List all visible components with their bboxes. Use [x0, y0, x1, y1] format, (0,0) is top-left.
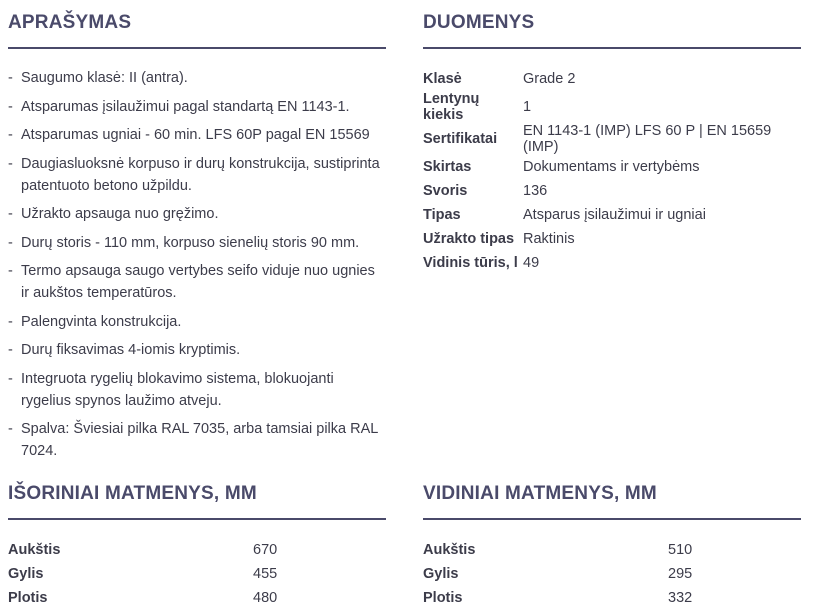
- description-item: - Palengvinta konstrukcija.: [8, 313, 182, 330]
- outer-dimensions-heading: IŠORINIAI MATMENYS, MM: [8, 483, 257, 504]
- specs-divider: [423, 47, 801, 49]
- description-section: [8, 12, 386, 469]
- inner-dimension-row: [423, 562, 692, 586]
- spec-label: Tipas: [423, 207, 461, 223]
- dimension-label: Plotis: [8, 590, 48, 606]
- description-heading: APRAŠYMAS: [8, 12, 132, 33]
- spec-value: Grade 2: [523, 71, 576, 87]
- spec-value: 1: [523, 99, 532, 115]
- spec-value: Dokumentams ir vertybėms: [523, 159, 700, 175]
- description-item: - Saugumo klasė: II (antra).: [8, 70, 188, 86]
- dimension-label: Aukštis: [423, 542, 476, 558]
- dimension-label: Aukštis: [8, 542, 61, 558]
- description-item: - Atsparumas įsilaužimui pagal standartą EN 1143-1.: [8, 98, 350, 115]
- spec-label: Vidinis tūris, l: [423, 255, 518, 271]
- dimension-label: Plotis: [423, 590, 463, 606]
- dimension-value: 510: [668, 542, 693, 558]
- inner-dimension-row: [423, 586, 692, 610]
- dimension-value: 295: [668, 566, 693, 582]
- specs-row: [423, 251, 801, 275]
- inner-dimensions-section: [423, 483, 801, 610]
- inner-dimensions-heading: VIDINIAI MATMENYS, MM: [423, 483, 657, 504]
- description-divider: [8, 47, 386, 49]
- inner-dimension-row: [423, 538, 692, 562]
- dimension-label: Gylis: [8, 566, 44, 582]
- description-item: - Atsparumas ugniai - 60 min. LFS 60P pagal EN 15569: [8, 127, 370, 143]
- inner-dimensions-divider: [423, 518, 801, 520]
- spec-value: 136: [523, 183, 548, 199]
- specs-table: [423, 67, 801, 275]
- specs-row: [423, 123, 801, 155]
- spec-label: Svoris: [423, 183, 468, 199]
- spec-label: Lentynų kiekis: [423, 91, 480, 123]
- outer-dimension-row: [8, 586, 277, 610]
- specs-row: [423, 203, 801, 227]
- dimension-label: Gylis: [423, 566, 459, 582]
- spec-value: EN 1143-1 (IMP) LFS 60 P | EN 15659 (IMP): [523, 123, 772, 155]
- specs-heading: DUOMENYS: [423, 12, 535, 33]
- description-item: - Durų fiksavimas 4-iomis kryptimis.: [8, 342, 241, 358]
- dimension-value: 670: [253, 542, 278, 558]
- dimension-value: 455: [253, 566, 278, 582]
- specs-row: [423, 67, 801, 91]
- dimension-value: 332: [668, 590, 693, 606]
- description-item: - Durų storis - 110 mm, korpuso sienelių storis 90 mm.: [8, 234, 360, 251]
- specs-row: [423, 227, 801, 251]
- outer-dimension-row: [8, 562, 277, 586]
- description-item: - Integruota rygelių blokavimo sistema, blokuojanti rygelius spynos laužimo atveju.: [8, 370, 334, 409]
- spec-value: Raktinis: [523, 231, 575, 247]
- specs-row: [423, 179, 801, 203]
- description-item: - Spalva: Šviesiai pilka RAL 7035, arba tamsiai pilka RAL 7024.: [8, 421, 378, 459]
- description-list: [8, 67, 386, 462]
- spec-label: Užrakto tipas: [423, 231, 515, 247]
- specs-row: [423, 91, 801, 123]
- spec-label: Klasė: [423, 71, 462, 87]
- spec-value: Atsparus įsilaužimui ir ugniai: [523, 207, 706, 223]
- outer-dimensions-divider: [8, 518, 386, 520]
- outer-dimensions-section: [8, 483, 386, 610]
- specs-section: [423, 12, 801, 275]
- spec-label: Skirtas: [423, 159, 472, 175]
- description-item: - Užrakto apsauga nuo gręžimo.: [8, 206, 219, 222]
- description-item: - Termo apsauga saugo vertybes seifo viduje nuo ugnies ir aukštos temperatūros.: [8, 263, 375, 301]
- spec-value: 49: [523, 255, 540, 271]
- spec-label: Sertifikatai: [423, 131, 498, 147]
- specs-row: [423, 155, 801, 179]
- outer-dimension-row: [8, 538, 277, 562]
- dimension-value: 480: [253, 590, 278, 606]
- inner-dimensions-table: [423, 538, 692, 610]
- description-item: - Daugiasluoksnė korpuso ir durų konstrukcija, sustiprinta patentuoto betono užpildu.: [8, 155, 380, 194]
- outer-dimensions-table: [8, 538, 277, 610]
